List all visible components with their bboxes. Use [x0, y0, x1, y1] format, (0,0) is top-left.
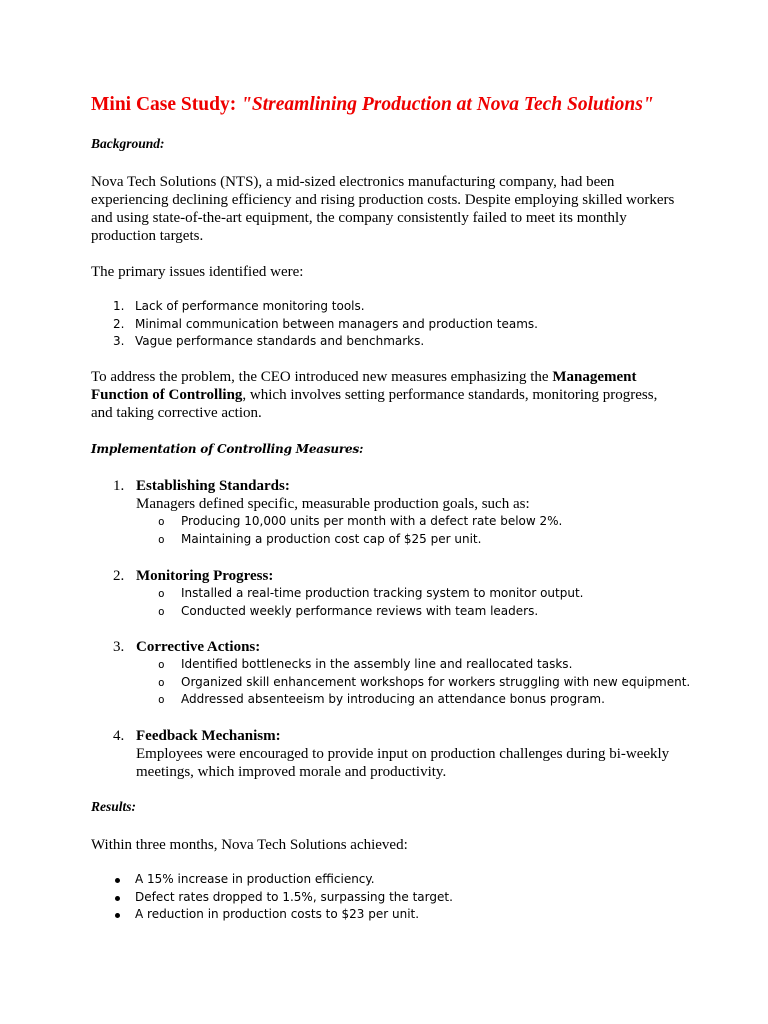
- measure-bullets: [136, 513, 736, 548]
- measure-number: 4.: [113, 728, 125, 744]
- measure-heading: Feedback Mechanism:: [136, 728, 281, 744]
- background-label: Background:: [91, 136, 165, 151]
- measure-bullets: [136, 585, 736, 620]
- sub-bullet-item: [136, 585, 736, 603]
- measure-bullets: [136, 656, 736, 709]
- results-label: Results:: [91, 799, 137, 814]
- measure-establishing-standards: [91, 477, 736, 548]
- result-item: [91, 871, 691, 889]
- result-item: [91, 889, 691, 907]
- sub-bullet-item: [136, 656, 736, 674]
- sub-bullet-item: [136, 603, 736, 621]
- circle-bullet-icon: o: [158, 675, 165, 689]
- measure-number: 2.: [113, 568, 125, 584]
- bullet-dot-icon: [115, 913, 120, 918]
- issue-text: Lack of performance monitoring tools.: [135, 299, 365, 313]
- issue-item: [91, 333, 691, 351]
- controlling-bold-term: Management Function of Controlling: [91, 369, 637, 403]
- issue-item: [91, 298, 691, 316]
- issue-number: 2.: [113, 316, 125, 331]
- sub-bullet-item: [136, 674, 736, 692]
- circle-bullet-icon: o: [158, 532, 165, 546]
- circle-bullet-icon: o: [158, 587, 165, 600]
- issue-number: 3.: [113, 334, 125, 348]
- sub-bullet-text: Conducted weekly performance reviews with team leaders.: [181, 603, 539, 618]
- sub-bullet-text: Identified bottlenecks in the assembly line and reallocated tasks.: [181, 657, 573, 671]
- sub-bullet-item: [136, 531, 736, 549]
- document-title: [91, 93, 654, 117]
- result-text: Defect rates dropped to 1.5%, surpassing the target.: [135, 889, 453, 904]
- result-text: A reduction in production costs to $23 per unit.: [135, 907, 420, 921]
- measure-heading: Establishing Standards:: [136, 478, 290, 494]
- controlling-paragraph: [91, 368, 676, 422]
- sub-bullet-item: [136, 513, 736, 531]
- issues-intro: The primary issues identified were:: [91, 264, 304, 280]
- measure-heading: Corrective Actions:: [136, 639, 261, 655]
- sub-bullet-text: Addressed absenteeism by introducing an attendance bonus program.: [181, 692, 605, 706]
- issue-text: Vague performance standards and benchmarks.: [135, 334, 425, 348]
- background-paragraph: Nova Tech Solutions (NTS), a mid-sized electronics manufacturing company, had been experiencing declining efficiency and rising production costs. Despite employing skilled workers and using state-of-the-art equipment, the company consistently failed to meet its monthly production targets.: [91, 174, 675, 244]
- result-text: A 15% increase in production efficiency.: [135, 872, 375, 886]
- controlling-text-pre: To address the problem, the CEO introduced new measures emphasizing the: [91, 369, 553, 385]
- sub-bullet-item: [136, 691, 736, 709]
- controlling-text-post: , which involves setting performance standards, monitoring progress, and taking corrective action.: [91, 387, 658, 421]
- title-prefix: Mini Case Study:: [91, 94, 242, 115]
- measure-corrective-actions: [91, 638, 736, 709]
- bullet-dot-icon: [115, 878, 120, 883]
- results-list: [91, 871, 691, 924]
- measure-feedback-mechanism: [91, 727, 736, 781]
- sub-bullet-text: Installed a real-time production tracking system to monitor output.: [181, 586, 584, 600]
- sub-bullet-text: Maintaining a production cost cap of $25 per unit.: [181, 531, 482, 546]
- bullet-dot-icon: [115, 896, 120, 901]
- measure-text: Employees were encouraged to provide input on production challenges during bi-weekly meetings, which improved morale and productivity.: [136, 746, 670, 780]
- result-item: [91, 906, 691, 924]
- circle-bullet-icon: o: [158, 515, 165, 528]
- issue-item: [91, 316, 691, 334]
- results-intro: Within three months, Nova Tech Solutions achieved:: [91, 837, 408, 853]
- circle-bullet-icon: o: [158, 604, 165, 618]
- circle-bullet-icon: o: [158, 658, 165, 671]
- measure-monitoring-progress: [91, 567, 736, 620]
- measure-heading: Monitoring Progress:: [136, 568, 274, 584]
- implementation-label: Implementation of Controlling Measures:: [91, 442, 364, 456]
- title-quoted: "Streamlining Production at Nova Tech Solutions": [241, 94, 654, 115]
- measure-number: 3.: [113, 639, 125, 655]
- issue-number: 1.: [113, 299, 125, 313]
- sub-bullet-text: Organized skill enhancement workshops for workers struggling with new equipment.: [181, 674, 691, 689]
- circle-bullet-icon: o: [158, 693, 165, 706]
- measure-number: 1.: [113, 478, 125, 494]
- issues-list: [91, 298, 691, 351]
- issue-text: Minimal communication between managers and production teams.: [135, 316, 538, 331]
- measure-text: Managers defined specific, measurable production goals, such as:: [136, 496, 530, 512]
- sub-bullet-text: Producing 10,000 units per month with a defect rate below 2%.: [181, 514, 563, 528]
